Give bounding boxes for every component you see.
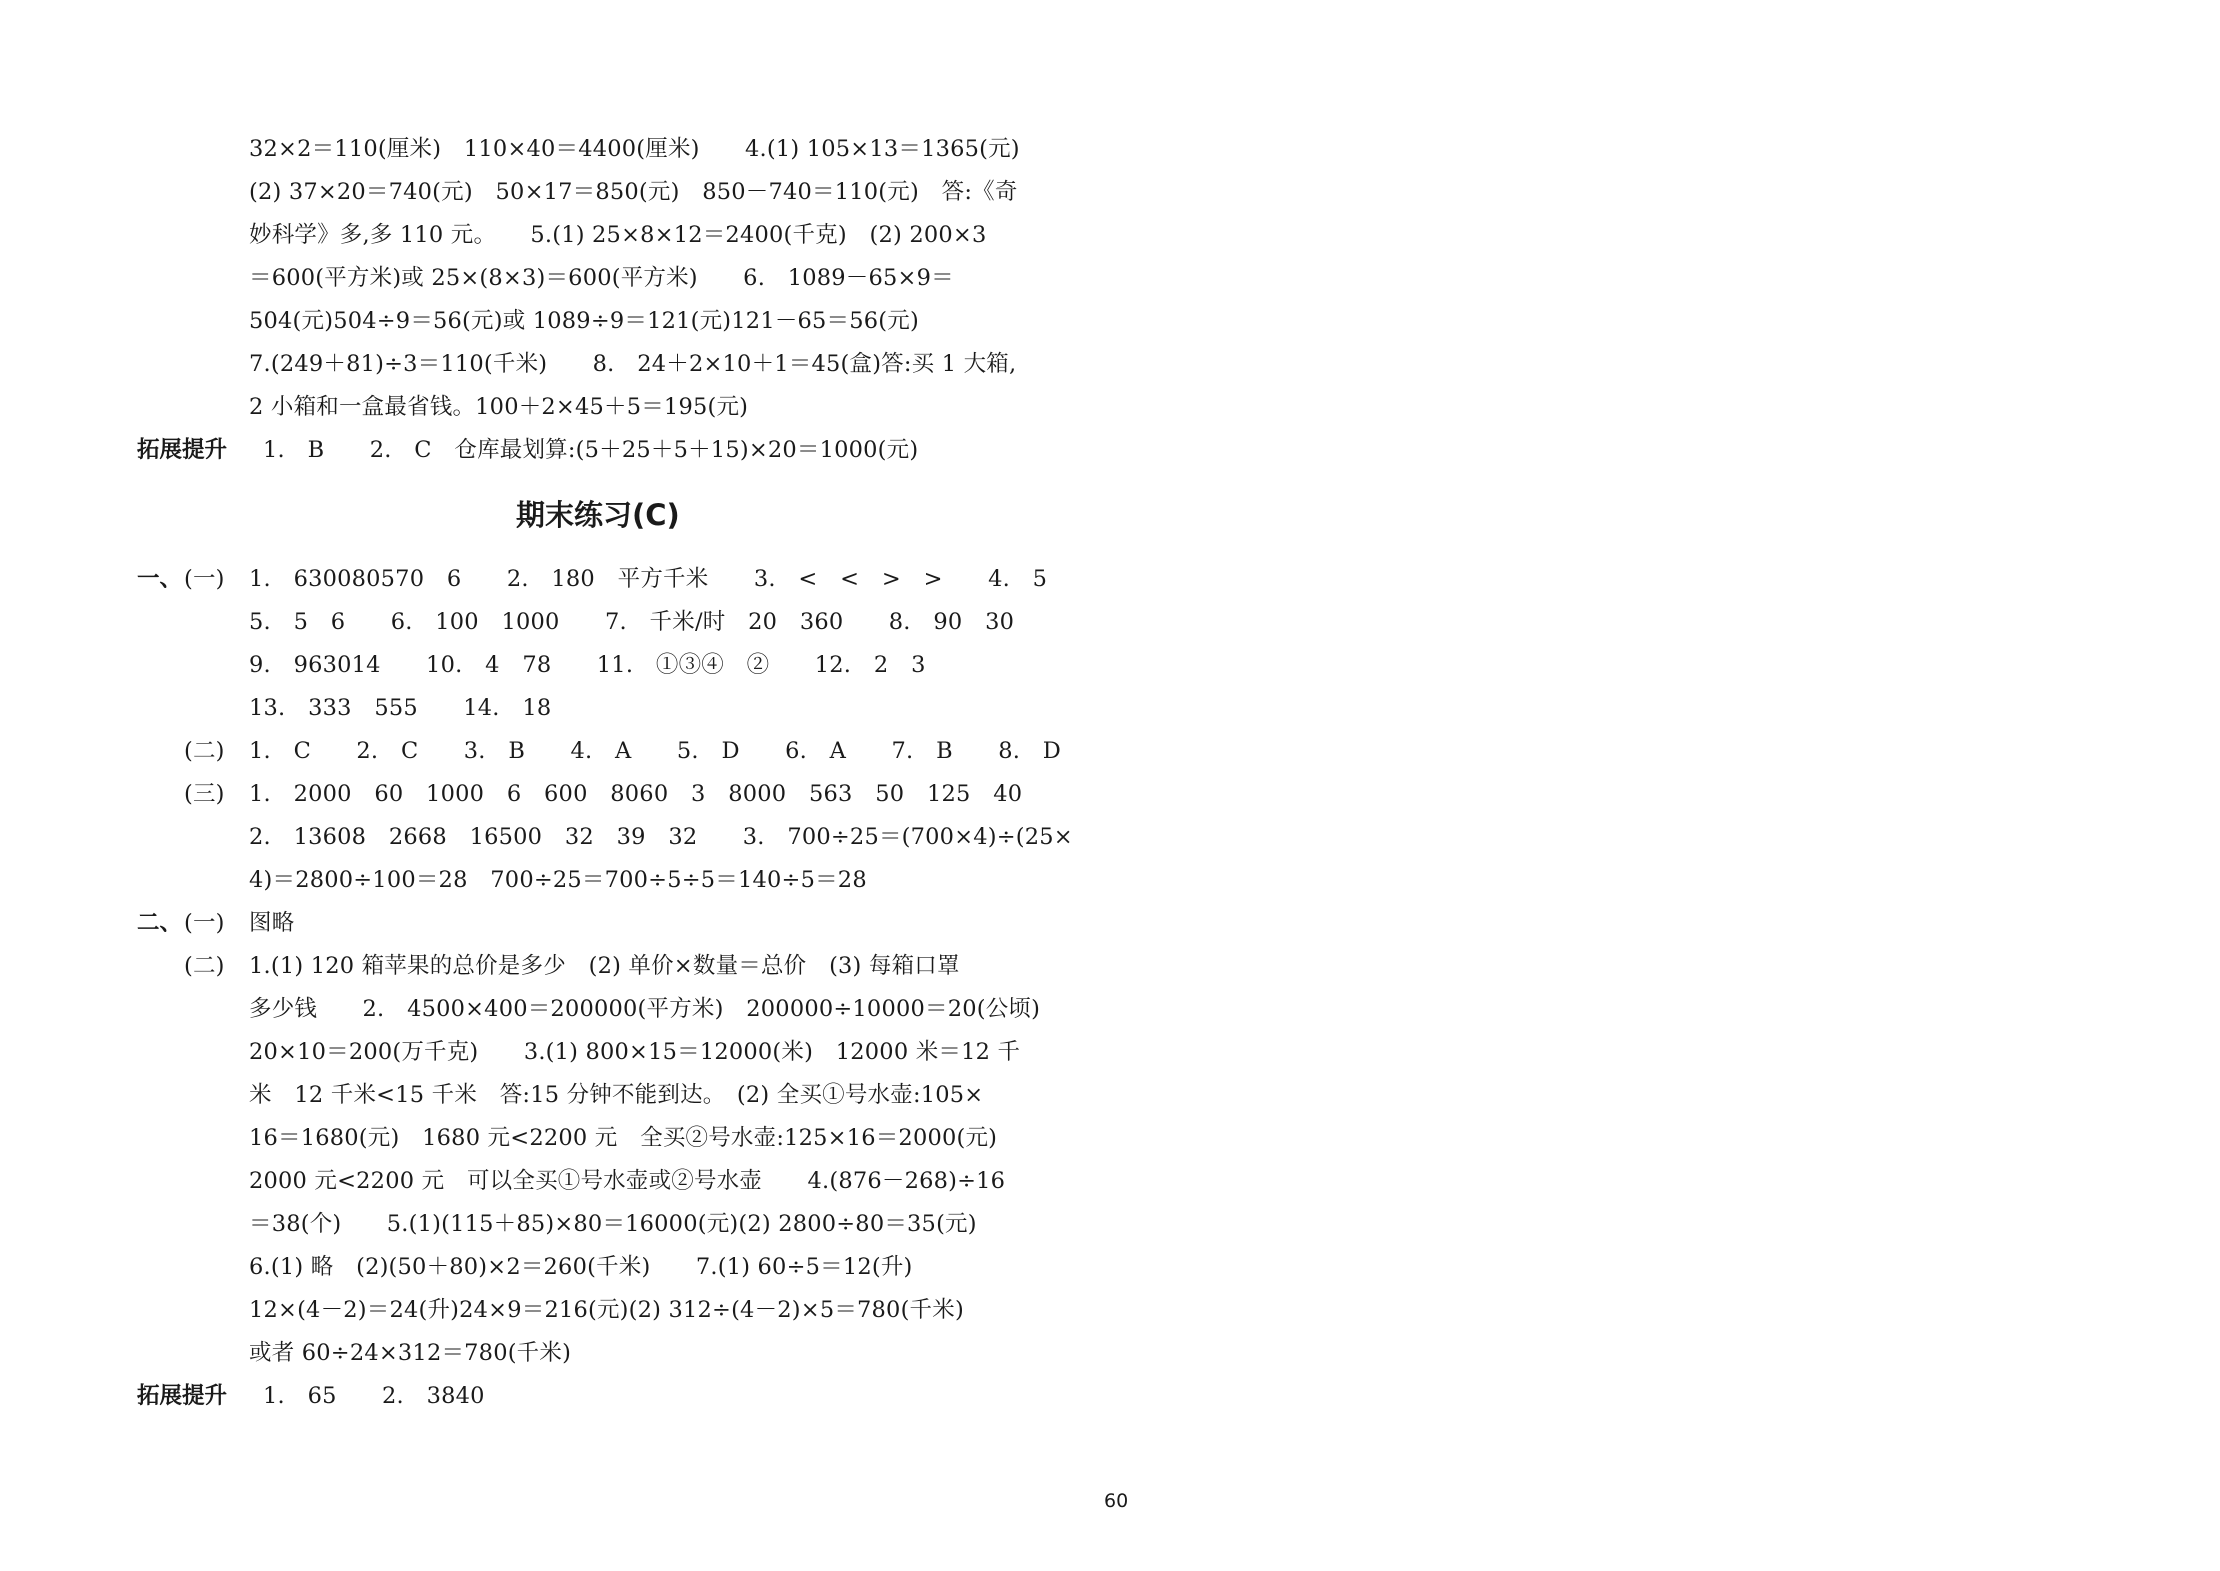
answer-line: 32×2＝110(厘米) 110×40＝4400(厘米) 4.(1) 105×13＝1365(元)	[249, 136, 1020, 162]
answer-line: (2) 37×20＝740(元) 50×17＝850(元) 850－740＝110(元) 答:《奇	[249, 179, 1018, 205]
answer-line: 504(元)504÷9＝56(元)或 1089÷9＝121(元)121－65＝56(元)	[249, 308, 919, 334]
answer-line: 米 12 千米<15 千米 答:15 分钟不能到达。 (2) 全买①号水壶:105×	[249, 1082, 984, 1108]
extension-label: 拓展提升	[137, 1383, 228, 1409]
extension-label: 拓展提升	[137, 437, 228, 463]
answer-line: 多少钱 2. 4500×400＝200000(平方米) 200000÷10000＝20(公顷)	[249, 996, 1041, 1022]
answer-line: 7.(249＋81)÷3＝110(千米) 8. 24＋2×10＋1＝45(盒)答:买 1 大箱,	[249, 351, 1017, 377]
answer-line: 2 小箱和一盒最省钱。100＋2×45＋5＝195(元)	[249, 394, 749, 420]
subpart-label: (一)	[184, 566, 225, 592]
answer-line: 12×(4－2)＝24(升)24×9＝216(元)(2) 312÷(4－2)×5＝780(千米)	[249, 1297, 964, 1323]
subpart-label: (二)	[184, 953, 225, 979]
extension-answer: 1. 65 2. 3840	[263, 1383, 485, 1409]
answer-line: 9. 963014 10. 4 78 11. ①③④ ② 12. 2 3	[249, 652, 926, 678]
answer-line: 或者 60÷24×312＝780(千米)	[249, 1340, 572, 1366]
answer-line: 1. 2000 60 1000 6 600 8060 3 8000 563 50 125 40	[249, 781, 1023, 807]
subpart-label: (二)	[184, 738, 225, 764]
answer-line: 2000 元<2200 元 可以全买①号水壶或②号水壶 4.(876－268)÷16	[249, 1168, 1006, 1194]
answer-line: 5. 5 6 6. 100 1000 7. 千米/时 20 360 8. 90 30	[249, 609, 1015, 635]
section-title: 期末练习(C)	[516, 498, 680, 532]
subpart-label: (一)	[184, 910, 225, 936]
answer-line: 1. C 2. C 3. B 4. A 5. D 6. A 7. B 8. D	[249, 738, 1062, 764]
answer-line: 1. 630080570 6 2. 180 平方千米 3. < < > > 4. 5	[249, 566, 1048, 592]
answer-line: 图略	[249, 910, 295, 936]
part-label: 一、	[137, 566, 183, 592]
answer-line: 16＝1680(元) 1680 元<2200 元 全买②号水壶:125×16＝2000(元)	[249, 1125, 998, 1151]
page-number: 60	[1104, 1490, 1129, 1512]
answer-line: ＝600(平方米)或 25×(8×3)＝600(平方米) 6. 1089－65×9＝	[249, 265, 954, 291]
answer-line: 妙科学》多,多 110 元。 5.(1) 25×8×12＝2400(千克) (2) 200×3	[249, 222, 987, 248]
answer-line: 20×10＝200(万千克) 3.(1) 800×15＝12000(米) 12000 米＝12 千	[249, 1039, 1021, 1065]
extension-answer: 1. B 2. C 仓库最划算:(5＋25＋5＋15)×20＝1000(元)	[263, 437, 919, 463]
part-label: 二、	[137, 910, 183, 936]
answer-line: 13. 333 555 14. 18	[249, 695, 552, 721]
answer-line: ＝38(个) 5.(1)(115＋85)×80＝16000(元)(2) 2800÷80＝35(元)	[249, 1211, 977, 1237]
answer-line: 6.(1) 略 (2)(50＋80)×2＝260(千米) 7.(1) 60÷5＝12(升)	[249, 1254, 913, 1280]
subpart-label: (三)	[184, 781, 225, 807]
answer-line: 4)＝2800÷100＝28 700÷25＝700÷5÷5＝140÷5＝28	[249, 867, 867, 893]
answer-line: 1.(1) 120 箱苹果的总价是多少 (2) 单价×数量＝总价 (3) 每箱口罩	[249, 953, 960, 979]
answer-line: 2. 13608 2668 16500 32 39 32 3. 700÷25＝(700×4)÷(25×	[249, 824, 1073, 850]
